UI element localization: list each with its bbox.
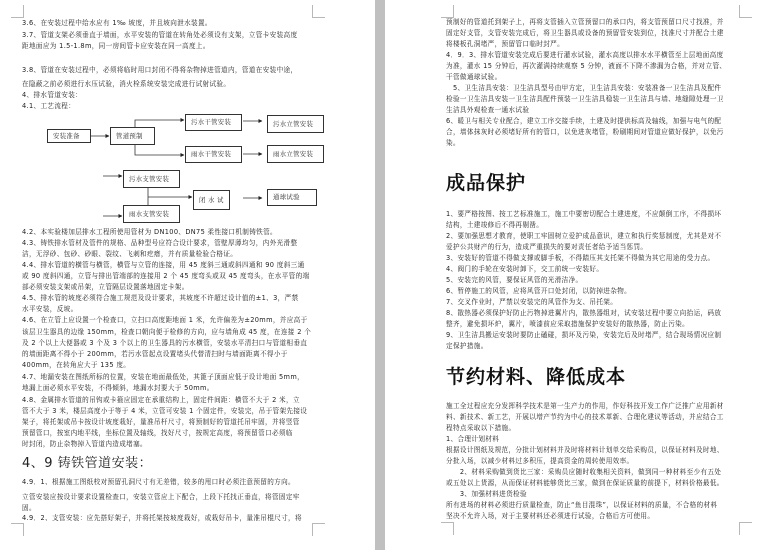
paragraph: 4、排水管道安装： (22, 91, 83, 99)
paragraph: 程特点采取以下措施。 (446, 424, 516, 432)
paragraph: 4.6、在立管上应设置一个检查口，立扫口高度距地面 1 米，允许偏差为±20mm，并应高于 (22, 316, 308, 324)
paragraph: 400mm，在转角应大于 135 度。 (22, 361, 131, 369)
paragraph: 洁，无浮砂、包砂、砂眼、裂纹、飞刺和疙瘩，并有质量检验合格证。 (22, 250, 238, 258)
paragraph: 合，墙体抹灰时必须堵好所有的管口，以免进灰堵管，粉刷期间对管道应做好保护，以免污 (446, 128, 724, 136)
paragraph: 水平安装，反坡。 (22, 305, 78, 313)
page-corner-mark (739, 5, 752, 18)
list-item: 6、暂停施工的风管，应将风管开口处封闭，以防掉进杂物。 (446, 287, 632, 295)
flow-box-rain-branch: 雨水支管安装 (123, 205, 180, 223)
flow-box-pipe-prefab: 管道预制 (110, 127, 155, 145)
list-item: 4、阀门的手轮在安装时卸下，交工前统一安装好。 (446, 265, 604, 273)
page-corner-mark (739, 522, 752, 535)
paragraph: 4.1、工艺流程： (22, 102, 76, 110)
list-item: 9、卫生洁具搬运安装时要防止磕碰，损坏及污染，安装完后及时堵严，结合现场情况应制 (446, 331, 722, 339)
paragraph: 料、新技术、新工艺，开展以增产节约为中心的技术革新、合理化建议等活动，并应结合工 (446, 413, 724, 421)
paragraph: 4．9．3、排水管道安装完成后要进行灌水试验，灌水高度以排水水平横管至上层地面高度 (446, 51, 724, 59)
flow-box-ball-test: 通球试验 (267, 189, 317, 206)
paragraph: 固。 (22, 504, 36, 512)
paragraph: 3.8、管道在安装过程中，必须将临时用口封闭不得将杂物掉进管道内，管道在安装中途， (22, 66, 298, 74)
paragraph: 分批入场，以减少材料过多积压，提高资金的周转使用效率。 (446, 457, 634, 465)
paragraph: 时封闭，防止杂物掉入管道内造成堵塞。 (22, 440, 147, 448)
paragraph: 干管做通球试验。 (446, 73, 502, 81)
list-item: 2、要加强思想才教育，使职工牢固树立爱护成品意识，建立和执行奖惩制度，尤其是对不 (446, 232, 722, 240)
paragraph: 染。 (446, 139, 460, 147)
list-item: 3、安装好的管道不得做支撑或脚手板，不得踏压其支托架不得做为其它用途的受力点。 (446, 254, 715, 262)
paragraph: 4.5、排水管的坡度必须符合施工规范及设计要求，其坡度不许超过设计值的±1、3，严禁 (22, 294, 299, 302)
paragraph: 架子，将托架或吊卡按设计坡度栽好，量准吊杆尺寸，将预制好的管道托吊牢固，并将竖管 (22, 418, 300, 426)
paragraph: 6、暖卫与相关专业配合，建立工序交接手续，土建及时提供标高及轴线，加强与电气的配 (446, 117, 722, 125)
paragraph: 为准，灌水 15 分钟后，再次灌满持续观察 5 分钟，液面不下降不渗漏为合格，并对立管、 (446, 62, 727, 70)
paragraph: 预留管口，按室内地平线，坐标位置及轴线，找好尺寸，按规定高度，将预留管口必须临 (22, 429, 293, 437)
paragraph: 施工全过程应充分发挥科学技术是第一生产力的作用，作好科技开发工作广泛推广应用新材 (446, 402, 724, 410)
heading-cost-saving: 节约材料、降低成本 (446, 366, 627, 388)
paragraph: 的墙面距离不得小于 200mm，若污水管起点设置堵头代替清扫时与墙面距离不得小于 (22, 350, 288, 358)
heading-product-protection: 成品保护 (446, 172, 527, 194)
flow-box-sewage-main: 污水干管安装 (185, 114, 242, 131)
paragraph: 4.7、地漏安装在图纸所标的位置，安装在地面最低处，其篦子顶面应低于设计地面 5mm， (22, 373, 305, 381)
list-item: 结构，土建竣修后不得再剔凿。 (446, 221, 544, 229)
paragraph: 4.9．1、根据施工图纸校对预留孔洞尺寸有无差错，较多的甩口时必须注意预留的方向。 (22, 478, 295, 486)
flow-box-install-prep: 安装准备 (47, 129, 91, 143)
page-corner-mark (441, 522, 454, 535)
list-item: 7、交叉作业时，严禁以安装完的风管作为支、吊托架。 (446, 298, 618, 306)
paragraph: 5、卫生洁具安装：卫生洁具型号由甲方定，卫生洁具安装：安装准备一卫生洁具及配件 (446, 84, 722, 92)
paragraph: 3、加强材料进货检验 (446, 490, 527, 498)
flow-box-closed-water-test: 闭 水 试 (193, 190, 230, 210)
page-corner-mark (312, 523, 325, 536)
paragraph: 预制好的管道托到架子上，再将支管插入立管预留口的承口内，将支管预留口尺寸找准，并 (446, 18, 724, 26)
paragraph: 3.6、在安装过程中给水应有 1‰ 坡度，并且坡向泄水装置。 (22, 19, 212, 27)
page-corner-mark (11, 523, 24, 536)
paragraph: 4.2、本实验楼加层排水工程所使用管材为 DN100、DN75 柔性接口机制铸铁管。 (22, 228, 277, 236)
flow-box-rain-main: 雨水干管安装 (185, 146, 242, 163)
paragraph: 将楼板孔洞堵严，预留管口临时封严。 (446, 40, 565, 48)
paragraph: 在隐蔽之前必须进行水压试验，消火栓系统安装完成进行试射试验。 (22, 80, 231, 88)
flow-box-sewage-riser: 污水立管安装 (267, 115, 324, 133)
list-item: 整齐，避免损坏炉，翼片，喷漆前应采取措施保护安装好的散热器，防止污染。 (446, 320, 690, 328)
paragraph: 4.3、铸铁排水管材及管件的规格、品种型号应符合设计要求，管壁厚薄均匀，内外光滑整 (22, 239, 298, 247)
paragraph: 地漏上面必须水平安装，不得倾斜，地漏水封要大于 50mm。 (22, 384, 214, 392)
page-gap-divider (375, 0, 385, 550)
list-item: 8、散热器必须保护好防止污物掉进翼片内，散热器组对，试安装过程中要立向抬运，码放 (446, 309, 722, 317)
paragraph: 2、材料采购做到货比三家：采购员应随时收集相关资料，做到同一种材料至少有五处 (446, 468, 722, 476)
document-page-right (385, 0, 760, 550)
paragraph: 距地面应为 1.5-1.8m，同一房间管卡应安装在同一高度上。 (22, 42, 210, 50)
paragraph: 检验一卫生洁具安装一卫生洁具配件预装一卫生洁具稳装一卫生洁具与墙、地缝隙处理一卫 (446, 95, 724, 103)
paragraph: 或 90 度斜四通，立管与排出管端部的连接用 2 个 45 度弯头或双 45 度弯头，在水平管的端 (22, 272, 310, 280)
paragraph: 4.8、金属排水管道的吊钩或卡箍应固定在承重结构上，固定件间距：横管不大于 2 米，立 (22, 396, 300, 404)
document-page-left (0, 0, 375, 550)
paragraph: 管不大于 3 米，楼层高度小于等于 4 米，立管可安装 1 个固定件，安装完，吊于管架先接设 (22, 407, 308, 415)
paragraph: 生洁具外观检查一通水试验 (446, 106, 530, 114)
paragraph: 及 2 个以上大便器或 3 个及 3 个以上的卫生器具的污水横管，安装水平清扫口与管道相垂直 (22, 339, 308, 347)
paragraph: 3.7、管道支架必须垂直于墙面，水平安装的管道在转角处必须设有支架，立管卡安装高度 (22, 31, 298, 39)
paragraph: 4.9．2、支管安装：应先搭好架子，并将托架按坡度栽好，或栽好吊卡，量准吊棍尺寸，将 (22, 514, 302, 522)
paragraph: 立管安装应按设计要求设置检查口，安装立管应上下配合，上段下托找正垂直，将管固定牢 (22, 493, 300, 501)
paragraph: 所有进场的材料必须进行质量检查，防止“鱼目混珠”，以保证材料的质量，不合格的材料 (446, 501, 718, 509)
list-item: 定保护措施。 (446, 342, 488, 350)
flow-box-sewage-branch: 污水支管安装 (123, 170, 180, 188)
paragraph: 固定好支管，支管安装完成后，将卫生器具或设备的预留管安装到位，找准尺寸并配合土建 (446, 29, 724, 37)
paragraph: 部必须安装支架或吊架，立管隔层设置落地固定卡架。 (22, 283, 189, 291)
section-heading: 4、9 铸铁管道安装： (22, 456, 153, 471)
list-item: 5、安装完的风管，要保证风管的光滑洁净。 (446, 276, 583, 284)
list-item: 爱护公共财产的行为，造成严重损失的要对责任者给予适当惩罚。 (446, 243, 648, 251)
list-item: 1、要严格按图、按工艺标准施工，施工中要密切配合土建进度，不应颠倒工序，不得损坏 (446, 210, 722, 218)
flow-box-rain-riser: 雨水立管安装 (267, 145, 324, 163)
paragraph: 根据设计图纸及规范，分批计划材料并及时将材料计划单交给采购员，以保证材料及时地、 (446, 446, 724, 454)
paragraph: 该层卫生器具的边缘 150mm，检查口朝向便于检修的方向，应与墙角成 45 度，在连接 2 个 (22, 328, 312, 336)
paragraph: 坚决不允许入场，对于主要材料还必须进行试验，合格后方可使用。 (446, 512, 655, 520)
paragraph: 1、合理计划材料 (446, 435, 500, 443)
paragraph: 或五处以上货源，从而保证材料能够货比三家，做到在保证质量的前提下，材料价格最低。 (446, 479, 724, 487)
paragraph: 4.4、排水管道的横管与横管，横管与立管的连接，用 45 度斜三通或斜四通和 90 度斜三通 (22, 261, 305, 269)
